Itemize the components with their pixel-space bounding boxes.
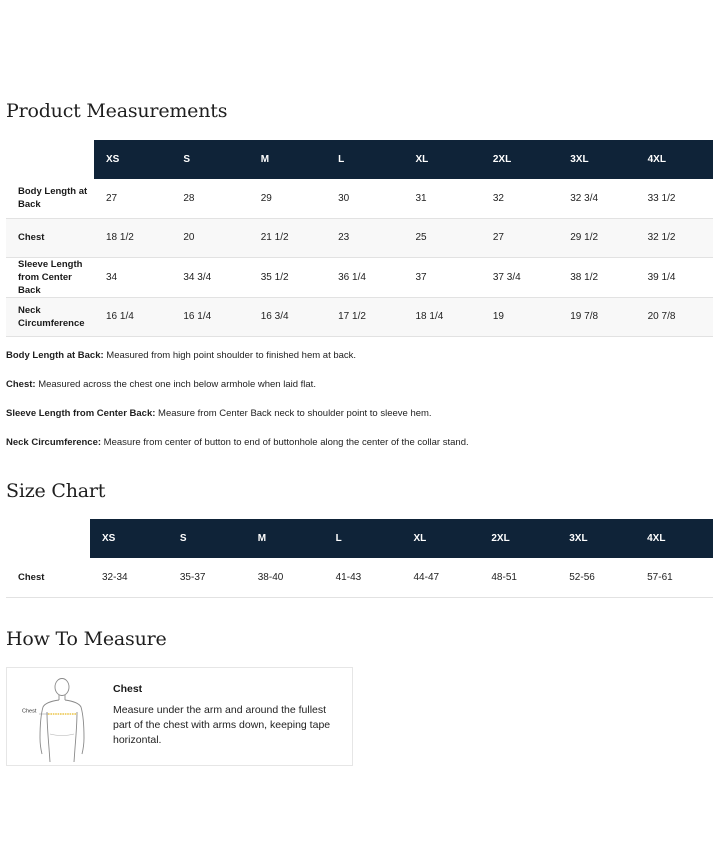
table-cell: 33 1/2 [636, 179, 713, 218]
table-cell: 21 1/2 [249, 218, 326, 257]
table-cell: 29 [249, 179, 326, 218]
size-header: 2XL [479, 519, 557, 558]
size-header: 3XL [558, 140, 635, 179]
card-description: Measure under the arm and around the fullest part of the chest with arms down, keeping tape horizontal. [113, 704, 331, 746]
table-cell: 34 3/4 [171, 257, 248, 297]
size-chart-table [6, 519, 713, 598]
table-row [6, 558, 713, 597]
card-title: Chest [113, 683, 143, 695]
size-header: 4XL [636, 140, 713, 179]
table-cell: 30 [326, 179, 403, 218]
size-header: 4XL [635, 519, 713, 558]
table-cell: 37 [404, 257, 481, 297]
size-header: 2XL [481, 140, 558, 179]
size-header: XS [94, 140, 171, 179]
table-cell: 19 7/8 [558, 297, 635, 336]
size-header: S [168, 519, 246, 558]
product-measurements-title: Product Measurements [6, 100, 228, 122]
row-label: Chest [6, 218, 94, 257]
table-cell: 35 1/2 [249, 257, 326, 297]
table-cell: 32 1/2 [636, 218, 713, 257]
table-cell: 27 [481, 218, 558, 257]
chest-measure-illustration [19, 674, 99, 762]
size-header: M [246, 519, 324, 558]
table-cell: 52-56 [557, 558, 635, 597]
table-cell: 17 1/2 [326, 297, 403, 336]
table-cell: 36 1/4 [326, 257, 403, 297]
row-label: Chest [6, 558, 90, 597]
table-cell: 23 [326, 218, 403, 257]
note-text: Measured across the chest one inch below armhole when laid flat. [35, 379, 316, 390]
table-row [6, 297, 713, 336]
product-measurements-table [6, 140, 713, 337]
table-cell: 39 1/4 [636, 257, 713, 297]
table-cell: 31 [404, 179, 481, 218]
measure-card [6, 667, 353, 766]
table-cell: 38-40 [246, 558, 324, 597]
table-row [6, 257, 713, 297]
note-term: Body Length at Back: [6, 350, 104, 361]
table-header-row [6, 519, 713, 558]
note-term: Neck Circumference: [6, 437, 102, 448]
size-header: L [326, 140, 403, 179]
table-cell: 57-61 [635, 558, 713, 597]
table-cell: 34 [94, 257, 171, 297]
table-cell: 19 [481, 297, 558, 336]
table-row [6, 179, 713, 218]
size-header: M [249, 140, 326, 179]
table-cell: 25 [404, 218, 481, 257]
table-cell: 27 [94, 179, 171, 218]
size-header: S [171, 140, 248, 179]
table-cell: 44-47 [402, 558, 480, 597]
size-header: XL [402, 519, 480, 558]
measurement-note [6, 379, 316, 390]
note-term: Chest: [6, 379, 36, 390]
note-term: Sleeve Length from Center Back: [6, 408, 156, 419]
table-cell: 32-34 [90, 558, 168, 597]
table-row [6, 218, 713, 257]
row-label: Sleeve Length from Center Back [6, 257, 94, 297]
row-label: Neck Circumference [6, 297, 94, 336]
how-to-measure-title: How To Measure [6, 628, 167, 650]
size-header: L [324, 519, 402, 558]
table-cell: 18 1/4 [404, 297, 481, 336]
size-chart-title: Size Chart [6, 480, 106, 502]
table-cell: 41-43 [324, 558, 402, 597]
table-cell: 32 3/4 [558, 179, 635, 218]
row-label: Body Length at Back [6, 179, 94, 218]
table-cell: 35-37 [168, 558, 246, 597]
table-cell: 37 3/4 [481, 257, 558, 297]
table-cell: 20 7/8 [636, 297, 713, 336]
table-cell: 20 [171, 218, 248, 257]
note-text: Measure from center of button to end of buttonhole along the center of the collar stand. [101, 437, 469, 448]
note-text: Measure from Center Back neck to shoulder point to sleeve hem. [155, 408, 432, 419]
table-corner [6, 519, 90, 558]
table-cell: 16 3/4 [249, 297, 326, 336]
figure-chest-label: Chest [22, 708, 37, 715]
table-cell: 16 1/4 [94, 297, 171, 336]
table-corner [6, 140, 94, 179]
table-cell: 18 1/2 [94, 218, 171, 257]
note-text: Measured from high point shoulder to finished hem at back. [103, 350, 357, 361]
table-cell: 29 1/2 [558, 218, 635, 257]
size-header: 3XL [557, 519, 635, 558]
table-header-row [6, 140, 713, 179]
size-header: XS [90, 519, 168, 558]
table-cell: 48-51 [479, 558, 557, 597]
measurement-note [6, 437, 469, 448]
measurement-note [6, 350, 356, 361]
measurement-note [6, 408, 432, 419]
table-cell: 32 [481, 179, 558, 218]
size-header: XL [404, 140, 481, 179]
table-cell: 16 1/4 [171, 297, 248, 336]
table-cell: 28 [171, 179, 248, 218]
table-cell: 38 1/2 [558, 257, 635, 297]
